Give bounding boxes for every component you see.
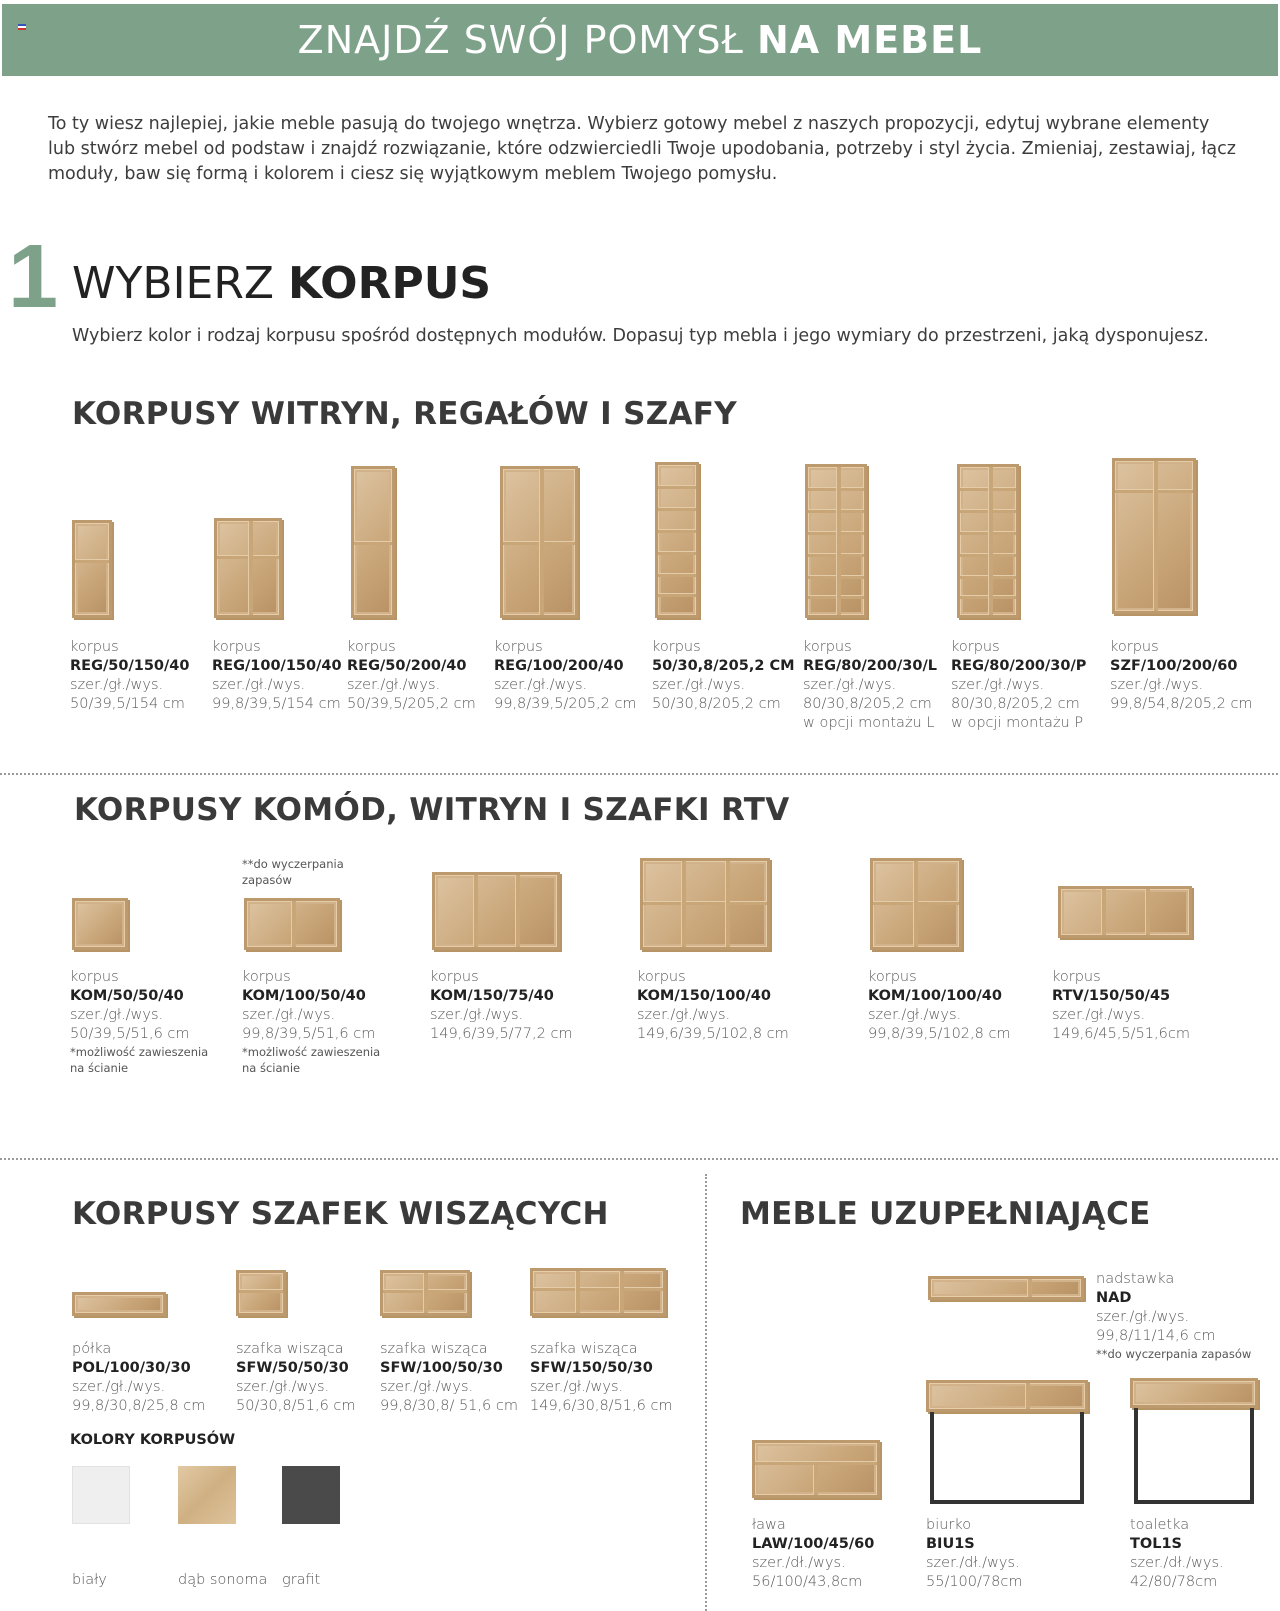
cabinet-image [236,1270,286,1316]
swatch-label: dąb sonoma [178,1572,268,1588]
coffee-table-image [752,1440,880,1498]
product-item: korpus REG/100/150/40 szer./gł./wys. 99,8/39,5/154 cm [212,639,342,712]
cabinet-image [655,462,699,618]
product-item: korpus REG/80/200/30/L szer./gł./wys. 80/30,8/205,2 cm w opcji montażu L [803,639,938,731]
swatch-white [72,1466,130,1524]
section-divider [0,773,1278,775]
product-item: korpus 50/30,8/205,2 CM szer./gł./wys. 50/30,8/205,2 cm [652,639,795,712]
cabinet-image [72,520,112,618]
cabinet-image [500,466,578,618]
section-title-komod: KORPUSY KOMÓD, WITRYN I SZAFKI RTV [74,792,790,828]
product-item: biurko BIU1S szer./dł./wys. 55/100/78cm [926,1517,1023,1590]
top-shelf-image [928,1276,1084,1300]
dressing-table-legs [1134,1408,1254,1504]
wardrobe-image [1112,458,1196,614]
swatch-sonoma-oak [178,1466,236,1524]
cabinet-image [351,466,395,618]
product-item: ława LAW/100/45/60 szer./dł./wys. 56/100/43,8cm [752,1517,875,1590]
cabinet-image [640,858,770,950]
cabinet-image [870,858,962,950]
section-title-witryn: KORPUSY WITRYN, REGAŁÓW I SZAFY [72,396,737,432]
dressing-table-image [1130,1378,1258,1408]
product-item: korpus KOM/150/100/40 szer./gł./wys. 149,6/39,5/102,8 cm [637,969,789,1042]
section-title-uzupelniajace: MEBLE UZUPEŁNIAJĄCE [740,1196,1151,1232]
product-item: korpus REG/80/200/30/P szer./gł./wys. 80/30,8/205,2 cm w opcji montażu P [951,639,1087,731]
section-divider [0,1158,1278,1160]
column-divider [705,1174,707,1611]
product-item: korpus KOM/100/100/40 szer./gł./wys. 99,8/39,5/102,8 cm [868,969,1011,1042]
step-description: Wybierz kolor i rodzaj korpusu spośród dostępnych modułów. Dopasuj typ mebla i jego wymiary do przestrzeni, jaką dysponujesz. [72,326,1209,346]
step-number: 1 [8,227,59,327]
product-item: korpus SZF/100/200/60 szer./gł./wys. 99,8/54,8/205,2 cm [1110,639,1253,712]
product-item: półka POL/100/30/30 szer./gł./wys. 99,8/30,8/25,8 cm [72,1341,206,1414]
product-item: szafka wisząca SFW/50/50/30 szer./gł./wys. 50/30,8/51,6 cm [236,1341,356,1414]
desk-legs [930,1412,1084,1504]
section-title-wiszace: KORPUSY SZAFEK WISZĄCYCH [72,1196,609,1232]
desk-image [926,1380,1088,1412]
cabinet-image [530,1268,666,1316]
cabinet-image [380,1270,470,1316]
swatch-label: biały [72,1572,107,1588]
cabinet-image [214,518,282,618]
cabinet-image [432,872,560,950]
tv-cabinet-image [1058,886,1192,938]
cabinet-image [957,464,1019,618]
product-item: korpus REG/100/200/40 szer./gł./wys. 99,8/39,5/205,2 cm [494,639,637,712]
product-item: korpus KOM/50/50/40 szer./gł./wys. 50/39,5/51,6 cm *możliwość zawieszenia na ścianie [70,969,209,1075]
product-item: korpus RTV/150/50/45 szer./gł./wys. 149,6/45,5/51,6cm [1052,969,1190,1042]
product-item: korpus KOM/150/75/40 szer./gł./wys. 149,6/39,5/77,2 cm [430,969,573,1042]
flag-icon [18,24,26,30]
colors-title: KOLORY KORPUSÓW [70,1432,236,1448]
cabinet-image [805,464,867,618]
stock-note: **do wyczerpania zapasów [242,857,344,887]
step-title: WYBIERZ KORPUS [72,258,492,309]
header-banner [2,4,1278,76]
product-item: korpus REG/50/200/40 szer./gł./wys. 50/39,5/205,2 cm [347,639,476,712]
intro-text: To ty wiesz najlepiej, jakie meble pasują do twojego wnętrza. Wybierz gotowy mebel z naszych propozycji, edytuj wybrane elementy lub stwórz mebel od podstaw i znajdź rozwiązanie, które odzwierciedli Twoje upodobania, potrzeby i styl życia. Zmieniaj, zestawiaj, łącz moduły, baw się formą i kolorem i ciesz się wyjątkowym meblem Twojego pomysłu. [48,114,1236,184]
cabinet-image [244,898,340,950]
swatch-label: grafit [282,1572,321,1588]
product-item: szafka wisząca SFW/150/50/30 szer./gł./wys. 149,6/30,8/51,6 cm [530,1341,673,1414]
product-item: toaletka TOL1S szer./dł./wys. 42/80/78cm [1130,1517,1224,1590]
shelf-image [72,1292,166,1316]
product-item: korpus REG/50/150/40 szer./gł./wys. 50/39,5/154 cm [70,639,190,712]
product-item: szafka wisząca SFW/100/50/30 szer./gł./wys. 99,8/30,8/ 51,6 cm [380,1341,518,1414]
product-item: korpus KOM/100/50/40 szer./gł./wys. 99,8/39,5/51,6 cm *możliwość zawieszenia na ścianie [242,969,381,1075]
product-item: nadstawka NAD szer./gł./wys. 99,8/11/14,6 cm **do wyczerpania zapasów [1096,1271,1252,1361]
swatch-graphite [282,1466,340,1524]
page-title: ZNAJDŹ SWÓJ POMYSŁ NA MEBEL [297,18,983,62]
cabinet-image [72,898,128,950]
